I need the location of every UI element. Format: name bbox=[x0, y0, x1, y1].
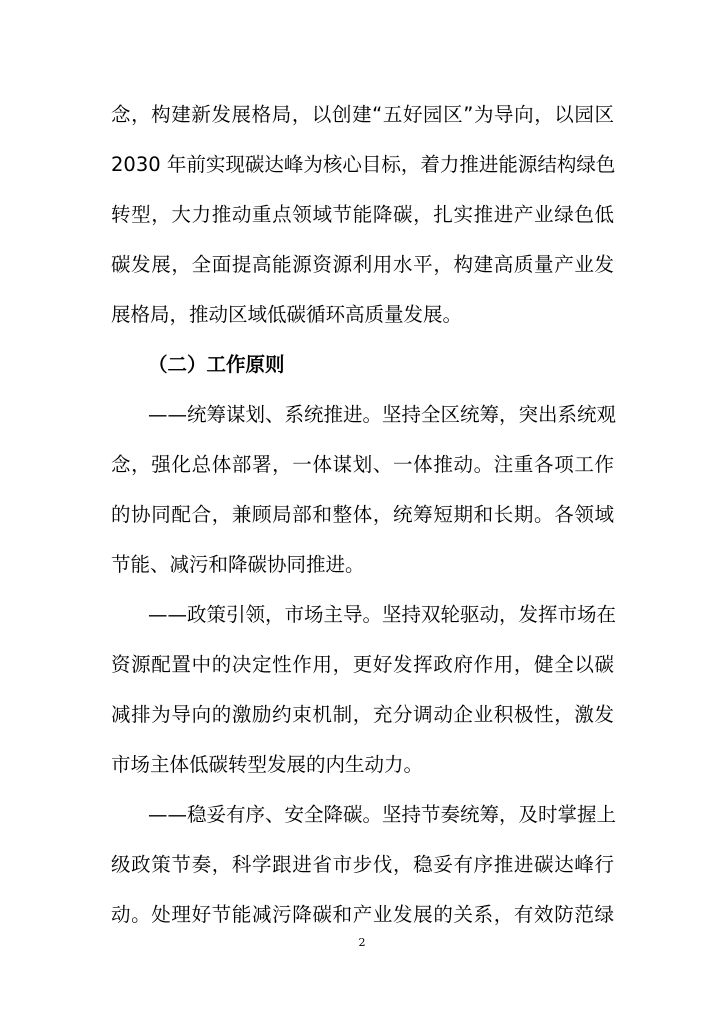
text-line: 市场主体低碳转型发展的内生动力。 bbox=[111, 753, 424, 776]
text-line: 碳发展，全面提高能源资源利用水平，构建高质量产业发 bbox=[111, 253, 614, 276]
text-line: 2030 年前实现碳达峰为核心目标，着力推进能源结构绿色 bbox=[111, 153, 616, 176]
text-line: ——政策引领，市场主导。坚持双轮驱动，发挥市场在 bbox=[148, 603, 617, 626]
text-line: 的协同配合，兼顾局部和整体，统筹短期和长期。各领域 bbox=[111, 503, 614, 526]
text-line: ——稳妥有序、安全降碳。坚持节奏统筹，及时掌握上 bbox=[148, 803, 617, 826]
text-line: 展格局，推动区域低碳循环高质量发展。 bbox=[111, 303, 463, 326]
text-line: 节能、减污和降碳协同推进。 bbox=[111, 553, 365, 576]
text-line: 减排为导向的激励约束机制，充分调动企业积极性，激发 bbox=[111, 703, 614, 726]
text-line: 转型，大力推动重点领域节能降碳，扎实推进产业绿色低 bbox=[111, 203, 614, 226]
text-line: 念，构建新发展格局，以创建“五好园区”为导向，以园区 bbox=[111, 103, 614, 126]
text-line: 念，强化总体部署，一体谋划、一体推动。注重各项工作 bbox=[111, 453, 614, 476]
page-number: 2 bbox=[358, 936, 366, 949]
text-line: 动。处理好节能减污降碳和产业发展的关系，有效防范绿 bbox=[111, 903, 614, 926]
text-line: 资源配置中的决定性作用，更好发挥政府作用，健全以碳 bbox=[111, 653, 614, 676]
text-line: 级政策节奏，科学跟进省市步伐，稳妥有序推进碳达峰行 bbox=[111, 853, 614, 876]
text-line: ——统筹谋划、系统推进。坚持全区统筹，突出系统观 bbox=[148, 403, 617, 426]
section-heading: （二）工作原则 bbox=[148, 353, 285, 376]
